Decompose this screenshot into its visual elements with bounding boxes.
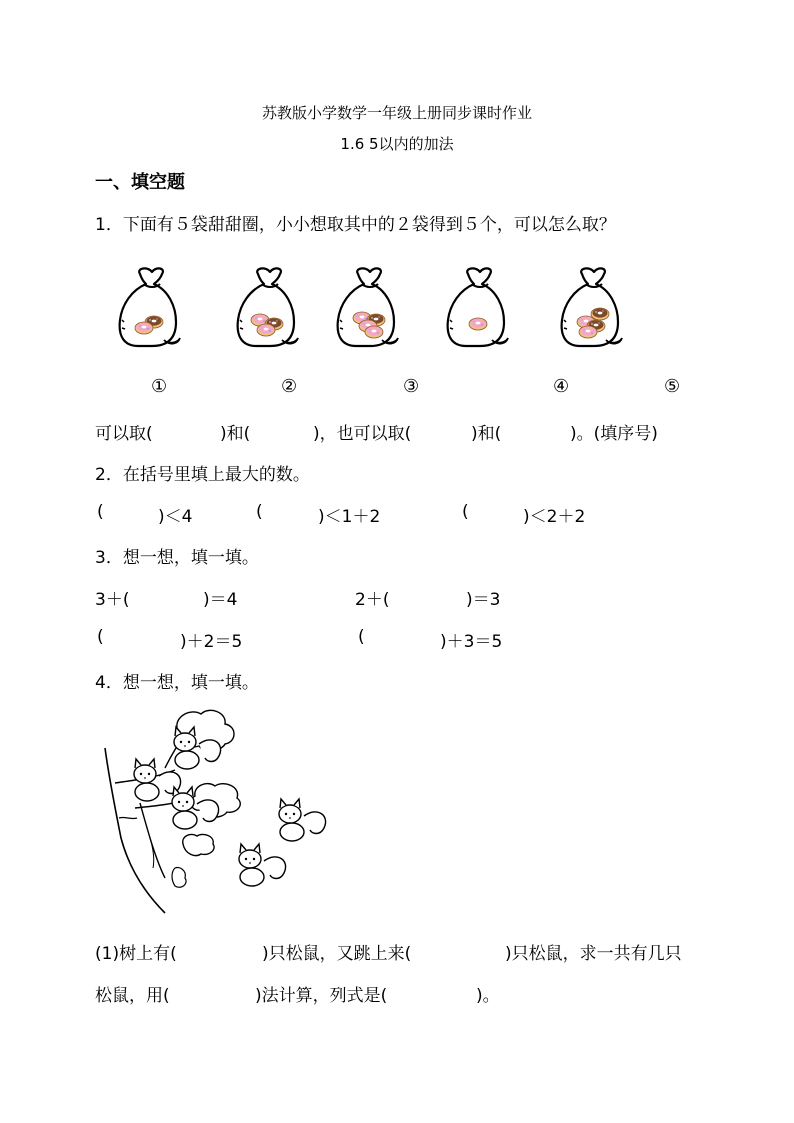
section-title: 一、填空题 [95, 172, 185, 193]
bag-5-label: ⑤ [664, 376, 681, 397]
q1-answer-part-2: )和( [220, 424, 251, 444]
bag-4-image [446, 266, 516, 350]
q4-sub1-part-5: )法计算，列式是( [255, 986, 388, 1006]
question-3-text: 3．想一想，填一填。 [95, 548, 259, 568]
bag-4-label: ④ [553, 376, 570, 397]
q2-item-1-close: )＜4 [158, 507, 193, 527]
bag-2-image [236, 266, 306, 350]
bag-3-label: ③ [403, 376, 420, 397]
q4-sub1-part-1: (1)树上有( [95, 944, 177, 964]
page-title: 苏教版小学数学一年级上册同步课时作业 [261, 104, 532, 122]
bag-2-label: ② [281, 376, 298, 397]
q4-sub1-part-3: )只松鼠，求一共有几只 [505, 944, 682, 964]
q2-item-2-open: ( [256, 502, 263, 522]
q3-item-3-post: )＋2＝5 [180, 632, 243, 652]
q3-item-1-post: )＝4 [203, 590, 238, 610]
q1-answer-part-3: )，也可以取( [313, 424, 412, 444]
bag-1-image [118, 266, 188, 350]
squirrel [279, 799, 326, 841]
q1-answer-part-5: )。(填序号) [570, 424, 658, 444]
q4-sub1-part-6: )。 [476, 986, 500, 1006]
q3-item-4-pre: ( [358, 627, 365, 647]
q1-answer-part-1: 可以取( [95, 424, 153, 444]
q2-item-2-close: )＜1＋2 [318, 507, 381, 527]
q2-item-3-open: ( [462, 502, 469, 522]
q2-item-1-open: ( [97, 502, 104, 522]
question-2-text: 2．在括号里填上最大的数。 [95, 465, 310, 485]
squirrel-tree-image [95, 708, 335, 918]
bag-5-image [560, 266, 630, 350]
q1-answer-part-4: )和( [471, 424, 502, 444]
bag-1-label: ① [151, 376, 168, 397]
question-4-text: 4．想一想，填一填。 [95, 673, 259, 693]
squirrel [239, 844, 286, 886]
question-1-text: 1．下面有５袋甜甜圈，小小想取其中的２袋得到５个，可以怎么取？ [95, 215, 616, 235]
q3-item-3-pre: ( [97, 627, 104, 647]
q2-item-3-close: )＜2＋2 [523, 507, 586, 527]
page-subtitle: 1.6 5以内的加法 [340, 135, 454, 153]
q3-item-2-pre: 2＋( [355, 590, 390, 610]
q4-sub1-part-2: )只松鼠，又跳上来( [262, 944, 412, 964]
q3-item-1-pre: 3＋( [95, 590, 130, 610]
q4-sub1-part-4: 松鼠，用( [95, 986, 170, 1006]
bag-3-image [336, 266, 406, 350]
q3-item-4-post: )＋3＝5 [440, 632, 503, 652]
donut [135, 322, 153, 334]
q3-item-2-post: )＝3 [466, 590, 501, 610]
